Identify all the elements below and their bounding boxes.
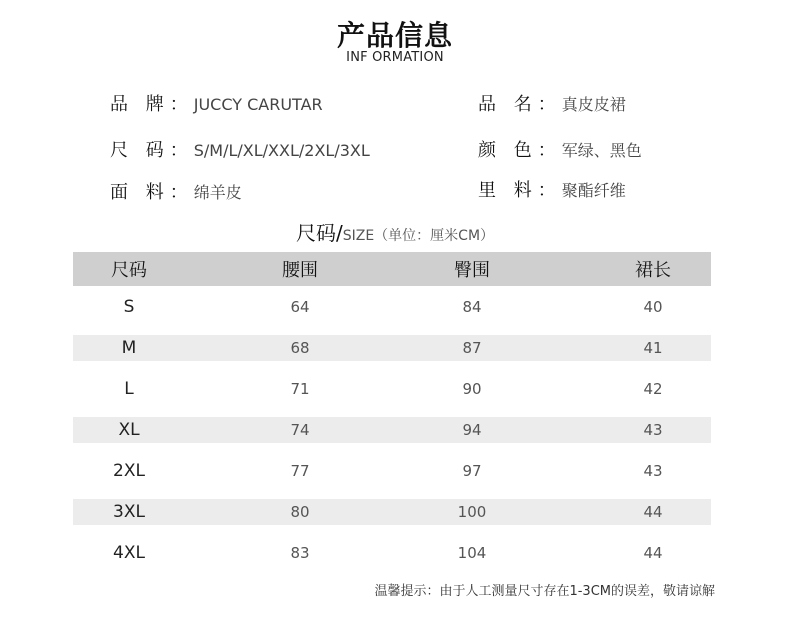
table-row [73,450,711,491]
column-header-length: 裙长 [635,260,671,281]
table-cell-waist: 83 [290,543,310,562]
column-header-hip: 臀围 [454,260,490,281]
info-outer-value: 绵羊皮 [193,183,242,202]
table-cell-length: 40 [643,297,663,316]
info-brand-value: JUCCY CARUTAR [193,95,323,114]
table-cell-size: L [124,378,134,399]
table-cell-size: XL [118,420,140,440]
info-lining-value: 聚酯纤维 [561,181,626,200]
column-header-waist: 腰围 [282,260,318,281]
table-cell-size: M [121,338,137,358]
info-outer-label: 面 料： [110,182,194,203]
page-subtitle: INF ORMATION [346,50,444,65]
table-cell-size: 3XL [113,502,145,522]
table-cell-waist: 71 [290,379,310,398]
info-product-name [478,90,626,116]
table-cell-waist: 74 [290,421,310,439]
page-title: 产品信息 [336,19,453,52]
table-row [73,286,711,327]
table-cell-length: 41 [643,339,663,357]
measurement-note: 温馨提示：由于人工测量尺寸存在1-3CM的误差，敬请谅解 [374,584,715,599]
info-colors [478,136,642,162]
table-cell-length: 44 [643,503,663,521]
size-chart-title [0,217,790,246]
info-color-value: 军绿、黑色 [561,141,642,160]
info-brand [110,90,323,116]
table-cell-hip: 100 [457,503,487,521]
table-row [73,532,711,573]
table-cell-size: S [123,296,135,317]
table-cell-waist: 80 [290,503,310,521]
info-lining-label: 里 料： [478,180,562,201]
info-brand-label: 品 牌： [110,94,194,115]
info-sizes [110,136,370,162]
table-row [73,327,711,368]
table-cell-length: 43 [643,461,663,480]
table-cell-waist: 64 [290,297,310,316]
table-cell-hip: 104 [457,543,487,562]
table-row [73,368,711,409]
info-color-label: 颜 色： [478,140,562,161]
info-size-label: 尺 码： [110,140,194,161]
table-cell-size: 2XL [113,460,145,481]
table-row [73,491,711,532]
table-cell-hip: 87 [462,339,482,357]
size-chart-title-main: 尺码/ [295,221,343,245]
info-outer-fabric [110,178,242,204]
column-header-size: 尺码 [111,260,147,281]
table-cell-hip: 84 [462,297,482,316]
table-cell-length: 42 [643,379,663,398]
info-lining [478,176,626,202]
table-cell-waist: 77 [290,461,310,480]
table-cell-hip: 94 [462,421,482,439]
table-cell-hip: 90 [462,379,482,398]
table-header-row [73,252,711,286]
table-cell-hip: 97 [462,461,482,480]
info-name-value: 真皮皮裙 [561,95,626,114]
info-name-label: 品 名： [478,94,562,115]
table-cell-waist: 68 [290,339,310,357]
size-table [73,252,711,573]
size-chart-title-sub: SIZE（单位：厘米CM） [342,228,495,244]
info-size-value: S/M/L/XL/XXL/2XL/3XL [193,141,370,160]
table-row [73,409,711,450]
table-cell-size: 4XL [113,542,145,563]
table-cell-length: 44 [643,543,663,562]
table-cell-length: 43 [643,421,663,439]
